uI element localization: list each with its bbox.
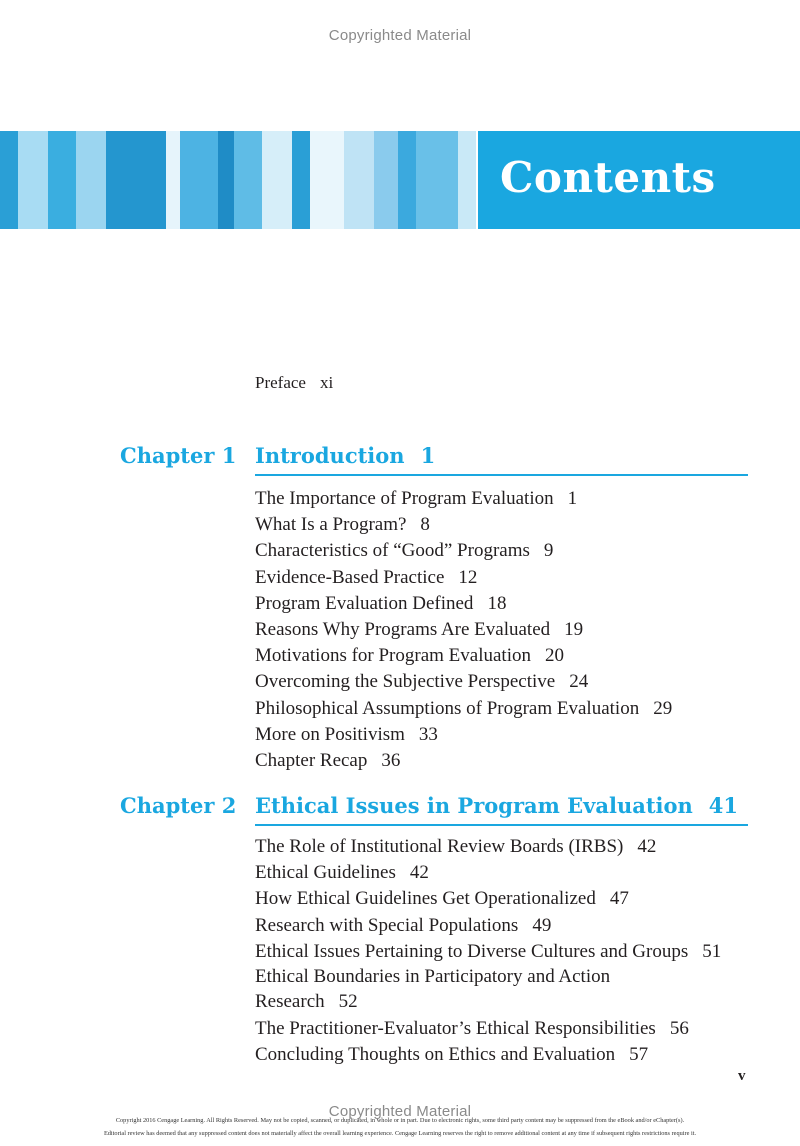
chapter-label: Chapter 2 bbox=[120, 793, 237, 818]
toc-entry[interactable]: Overcoming the Subjective Perspective 24 bbox=[255, 671, 589, 693]
chapter-rule bbox=[255, 824, 748, 826]
chapter-rule bbox=[255, 474, 748, 476]
toc-entry[interactable]: Ethical Issues Pertaining to Diverse Cultures and Groups 51 bbox=[255, 940, 722, 962]
toc-entry[interactable]: Program Evaluation Defined 18 bbox=[255, 592, 507, 614]
toc-entry[interactable]: Ethical Boundaries in Participatory and Action Research 52 bbox=[255, 966, 611, 1012]
contents-banner bbox=[0, 131, 800, 229]
toc-entry[interactable]: Reasons Why Programs Are Evaluated 19 bbox=[255, 619, 584, 641]
banner-artwork bbox=[0, 131, 476, 229]
chapter-label: Chapter 1 bbox=[120, 443, 237, 468]
toc-entry[interactable]: The Role of Institutional Review Boards (IRBS) 42 bbox=[255, 836, 657, 857]
toc-entry[interactable]: Research with Special Populations 49 bbox=[255, 914, 552, 936]
toc-entry[interactable]: Ethical Guidelines 42 bbox=[255, 862, 429, 884]
toc-entry[interactable]: Evidence-Based Practice 12 bbox=[255, 566, 478, 588]
preface-page: xi bbox=[319, 373, 334, 392]
chapter-page: 41 bbox=[708, 793, 739, 818]
chapter-title[interactable] bbox=[255, 793, 738, 818]
toc-entry[interactable]: How Ethical Guidelines Get Operationalized 47 bbox=[255, 888, 629, 910]
copyright-watermark-top: Copyrighted Material bbox=[328, 27, 472, 44]
chapter-title[interactable] bbox=[255, 443, 435, 468]
copyright-notice-line-2: Editorial review has deemed that any suppressed content does not materially affect the overall learning experience. Cengage Learning reserves the right to remove additional content at any time if subsequent rights restrictions require it. bbox=[103, 1130, 697, 1137]
toc-entry[interactable]: The Practitioner-Evaluator’s Ethical Responsibilities 56 bbox=[255, 1017, 689, 1039]
toc-entry[interactable]: Motivations for Program Evaluation 20 bbox=[255, 645, 564, 667]
chapter-page: 1 bbox=[420, 443, 436, 468]
chapter-title-text: Ethical Issues in Program Evaluation bbox=[255, 793, 693, 818]
page-number: v bbox=[738, 1068, 746, 1084]
copyright-notice-line-1: Copyright 2016 Cengage Learning. All Rights Reserved. May not be copied, scanned, or duplicated, in whole or in part. Due to electronic rights, some third party content may be suppressed from the eBook and/or eChapter(s). bbox=[115, 1117, 685, 1124]
chapter-entries bbox=[255, 834, 755, 1068]
toc-entry[interactable]: Concluding Thoughts on Ethics and Evaluation 57 bbox=[255, 1043, 649, 1065]
preface-label: Preface bbox=[255, 373, 306, 392]
toc-entry[interactable]: Philosophical Assumptions of Program Evaluation 29 bbox=[255, 697, 673, 719]
toc-entry[interactable]: Characteristics of “Good” Programs 9 bbox=[255, 540, 554, 562]
copyright-watermark-bottom: Copyrighted Material bbox=[328, 1103, 472, 1120]
chapter-entries bbox=[255, 486, 755, 774]
toc-entry[interactable]: More on Positivism 33 bbox=[255, 723, 438, 745]
banner-title-box bbox=[478, 131, 800, 229]
toc-entry[interactable]: Chapter Recap 36 bbox=[255, 750, 401, 772]
toc-entry[interactable]: What Is a Program? 8 bbox=[255, 514, 430, 536]
toc-entry[interactable]: The Importance of Program Evaluation 1 bbox=[255, 488, 578, 509]
page-title: Contents bbox=[500, 153, 716, 202]
chapter-title-text: Introduction bbox=[255, 443, 405, 468]
preface-entry[interactable] bbox=[255, 373, 333, 393]
